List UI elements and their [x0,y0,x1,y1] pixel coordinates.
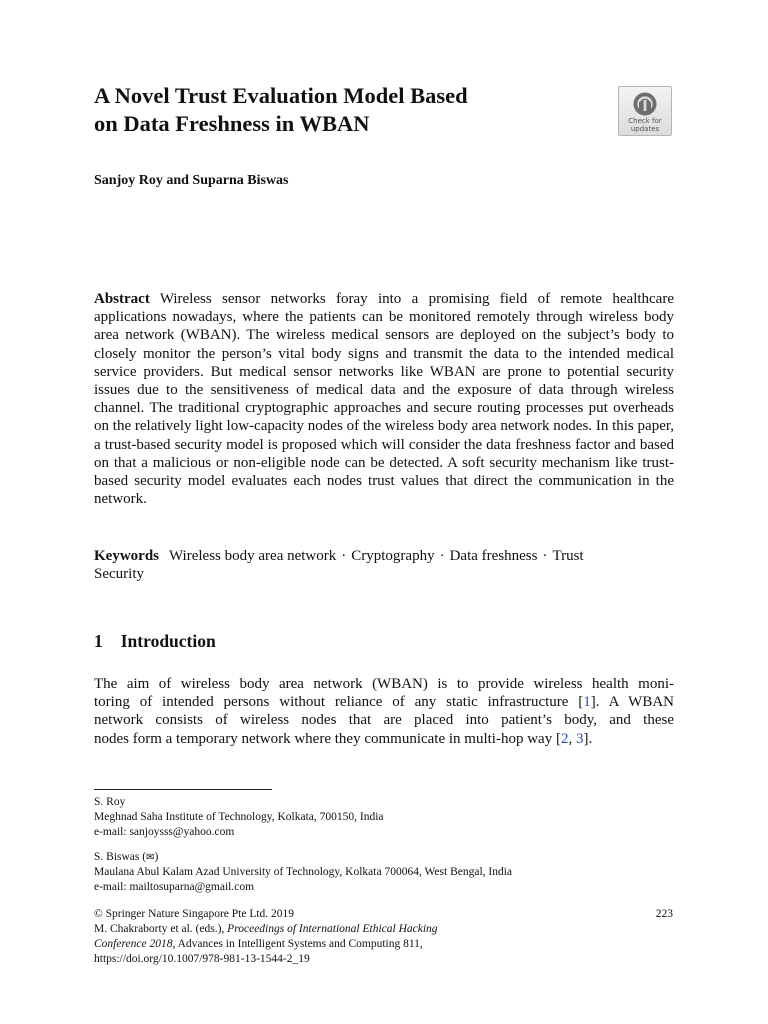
keyword: Cryptography [351,548,435,564]
intro-text: nodes form a temporary network where they communicate in multi-hop way [ [94,730,561,747]
footnote-divider [94,789,272,790]
section-number: 1 [94,631,103,651]
title-line-1: A Novel Trust Evaluation Model Based [94,83,468,108]
intro-text: ]. [583,730,593,747]
keyword: Wireless body area network [169,548,337,564]
keywords-label: Keywords [94,548,159,564]
editors: M. Chakraborty et al. (eds.), [94,923,228,935]
intro-line [94,730,674,748]
paper-title [94,82,594,138]
series: , Advances in Intelligent Systems and Computing 811, [172,938,423,950]
proceedings-title: Proceedings of International Ethical Hacking [227,923,438,935]
intro-paragraph [94,675,674,748]
envelope-icon: ✉ [146,852,155,863]
editors-line [94,922,634,937]
affiliation-name: S. Biswas ( [94,851,147,863]
abstract-label: Abstract [94,291,150,307]
affiliation-institution: Meghnad Saha Institute of Technology, Kolkata, 700150, India [94,811,384,823]
crossmark-icon [632,91,658,117]
intro-text: ]. A WBAN [590,694,674,711]
affiliation-name-line [94,850,674,865]
series-line [94,937,634,952]
proceedings-title-cont: Conference 2018 [94,938,173,950]
affiliation-institution: Maulana Abul Kalam Azad University of Technology, Kolkata 700064, West Bengal, India [94,866,513,878]
check-for-updates-label [619,118,671,133]
copyright: © Springer Nature Singapore Pte Ltd. 2019 [94,908,295,920]
abstract [94,290,674,508]
section-title: Introduction [120,631,216,651]
intro-line: network consists of wireless nodes that are placed into patient’s body, and these [94,712,674,729]
affiliation-email[interactable]: e-mail: mailtosuparna@gmail.com [94,881,255,893]
page-number: 223 [655,908,673,920]
affiliation-biswas [94,850,674,895]
doi-link[interactable]: https://doi.org/10.1007/978-981-13-1544-2_19 [94,953,310,965]
keyword-separator: · [542,548,548,564]
affiliation-name-close: ) [154,851,159,863]
keyword: Trust [552,548,584,564]
title-line-2: on Data Freshness in WBAN [94,111,370,136]
keyword: Security [94,566,144,583]
affiliation-name: S. Roy [94,796,126,808]
authors: Sanjoy Roy and Suparna Biswas [94,173,289,188]
abstract-text: Wireless sensor networks foray into a promising field of remote healthcare applications nowadays, where the patients can be monitored remotely through wireless body area network (WBAN). The wireless medical sensors are deployed on the subject’s body to closely monitor the person’s vital body signs and transmit the data to the intended medical service providers. But medical sensor networks like WBAN are prone to potential security issues due to the sensitiveness of medical data and the exposure of data through wireless channel. The traditional cryptographic approaches and secure routing processes put overheads on the relatively light low-capacity nodes of the wireless body area network nodes. In this paper, a trust-based security model is proposed which will consider the data freshness factor and based on that a malicious or non-eligible node can be detected. A soft security mechanism like trust-based security model evaluates each nodes trust values that direct the communication in the network. [94,291,674,508]
affiliation-email[interactable]: e-mail: sanjoysss@yahoo.com [94,826,235,838]
citation-link[interactable]: 3 [575,730,584,747]
intro-line [94,693,674,711]
citation-link[interactable]: 1 [583,694,591,711]
check-updates-line-1: Check for [628,117,662,125]
keyword-separator: · [341,548,347,564]
affiliation-roy [94,795,674,840]
intro-line: The aim of wireless body area network (WBAN) is to provide wireless health moni- [94,676,674,692]
keywords [94,547,674,583]
check-for-updates-badge[interactable] [618,86,672,136]
keyword-separator: · [439,548,445,564]
citation-link[interactable]: 2 [560,730,569,747]
citation-separator: , [568,730,576,747]
section-heading [94,631,216,652]
intro-text: toring of intended persons without reliance of any static infrastructure [ [94,694,584,711]
keyword: Data freshness [449,548,538,564]
publication-info [94,907,634,967]
check-updates-line-2: updates [630,124,660,133]
